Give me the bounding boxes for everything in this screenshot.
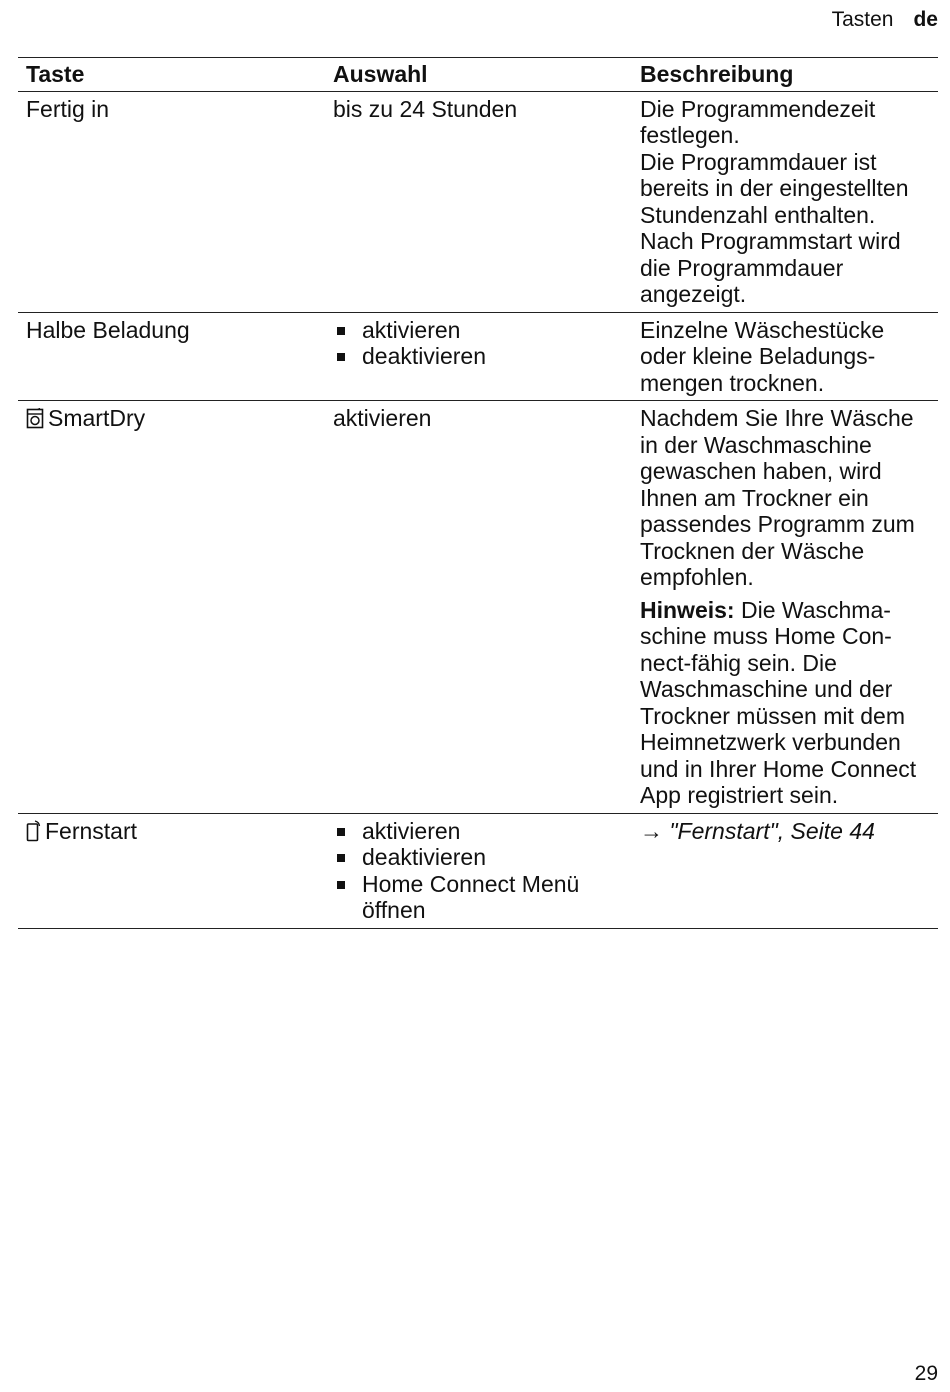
desc-fertig-in (632, 92, 938, 312)
auswahl-fertig-in: bis zu 24 Stunden (333, 95, 518, 122)
running-header (832, 8, 938, 32)
remote-start-icon (26, 820, 41, 848)
table-row-halbe-beladung (18, 313, 938, 402)
desc-smartdry (632, 401, 938, 813)
taste-label: Fernstart (45, 817, 138, 844)
table-row-fernstart (18, 814, 938, 928)
desc-fernstart (632, 814, 938, 928)
desc-paragraph: Nach Programmstart wird die Programmdauer angezeigt. (640, 228, 901, 307)
option-item: aktivieren (333, 818, 632, 845)
taste-fertig-in: Fertig in (26, 95, 110, 122)
auswahl-fernstart (325, 814, 632, 928)
table-header-row (18, 58, 938, 92)
column-header-auswahl: Auswahl (333, 61, 428, 87)
page-number: 29 (914, 1362, 938, 1385)
smartdry-washer-icon (26, 408, 44, 435)
language-code: de (913, 8, 938, 31)
hint-paragraph (640, 597, 932, 809)
option-item: deaktivieren (333, 343, 632, 370)
taste-label: SmartDry (48, 405, 146, 431)
buttons-table (18, 57, 938, 929)
auswahl-halbe-beladung (325, 313, 632, 401)
auswahl-smartdry: aktivieren (333, 405, 432, 431)
cross-reference-link[interactable]: "Fernstart", Seite 44 (669, 817, 875, 844)
desc-paragraph: Nachdem Sie Ihre Wäsche in der Waschmaschine gewaschen haben, wird Ihnen am Trockner ein passendes Programm zum Trocknen der Wäsche empfohlen. (640, 405, 915, 590)
hint-text: Die Waschmaschine muss Home Connect-fähig sein. Die Waschmaschine und der Trockner müssen mit dem Heimnetzwerk verbunden und in Ihrer Home Connect App registriert sein. (640, 596, 917, 808)
option-item: Home Connect Menü öffnen (333, 871, 632, 924)
hint-label: Hinweis: (640, 596, 735, 623)
taste-halbe-beladung: Halbe Beladung (26, 316, 190, 343)
option-list (333, 317, 632, 370)
taste-fernstart (18, 814, 325, 928)
arrow-right-icon: → (640, 817, 663, 844)
option-item: deaktivieren (333, 844, 632, 871)
column-header-taste: Taste (26, 61, 85, 87)
option-item: aktivieren (333, 317, 632, 344)
table-row-fertig-in (18, 92, 938, 313)
section-title: Tasten (831, 8, 894, 31)
table-row-smartdry (18, 401, 938, 814)
option-list (333, 818, 632, 924)
column-header-beschreibung: Beschreibung (640, 61, 794, 87)
taste-smartdry (18, 401, 325, 813)
desc-paragraph: Die Programmendezeit festlegen. (640, 95, 876, 148)
desc-paragraph: Die Programmdauer ist bereits in der eingestellten Stundenzahl enthalten. (640, 148, 909, 228)
desc-halbe-beladung: Einzelne Wäschestücke oder kleine Beladungsmengen trocknen. (640, 316, 885, 396)
